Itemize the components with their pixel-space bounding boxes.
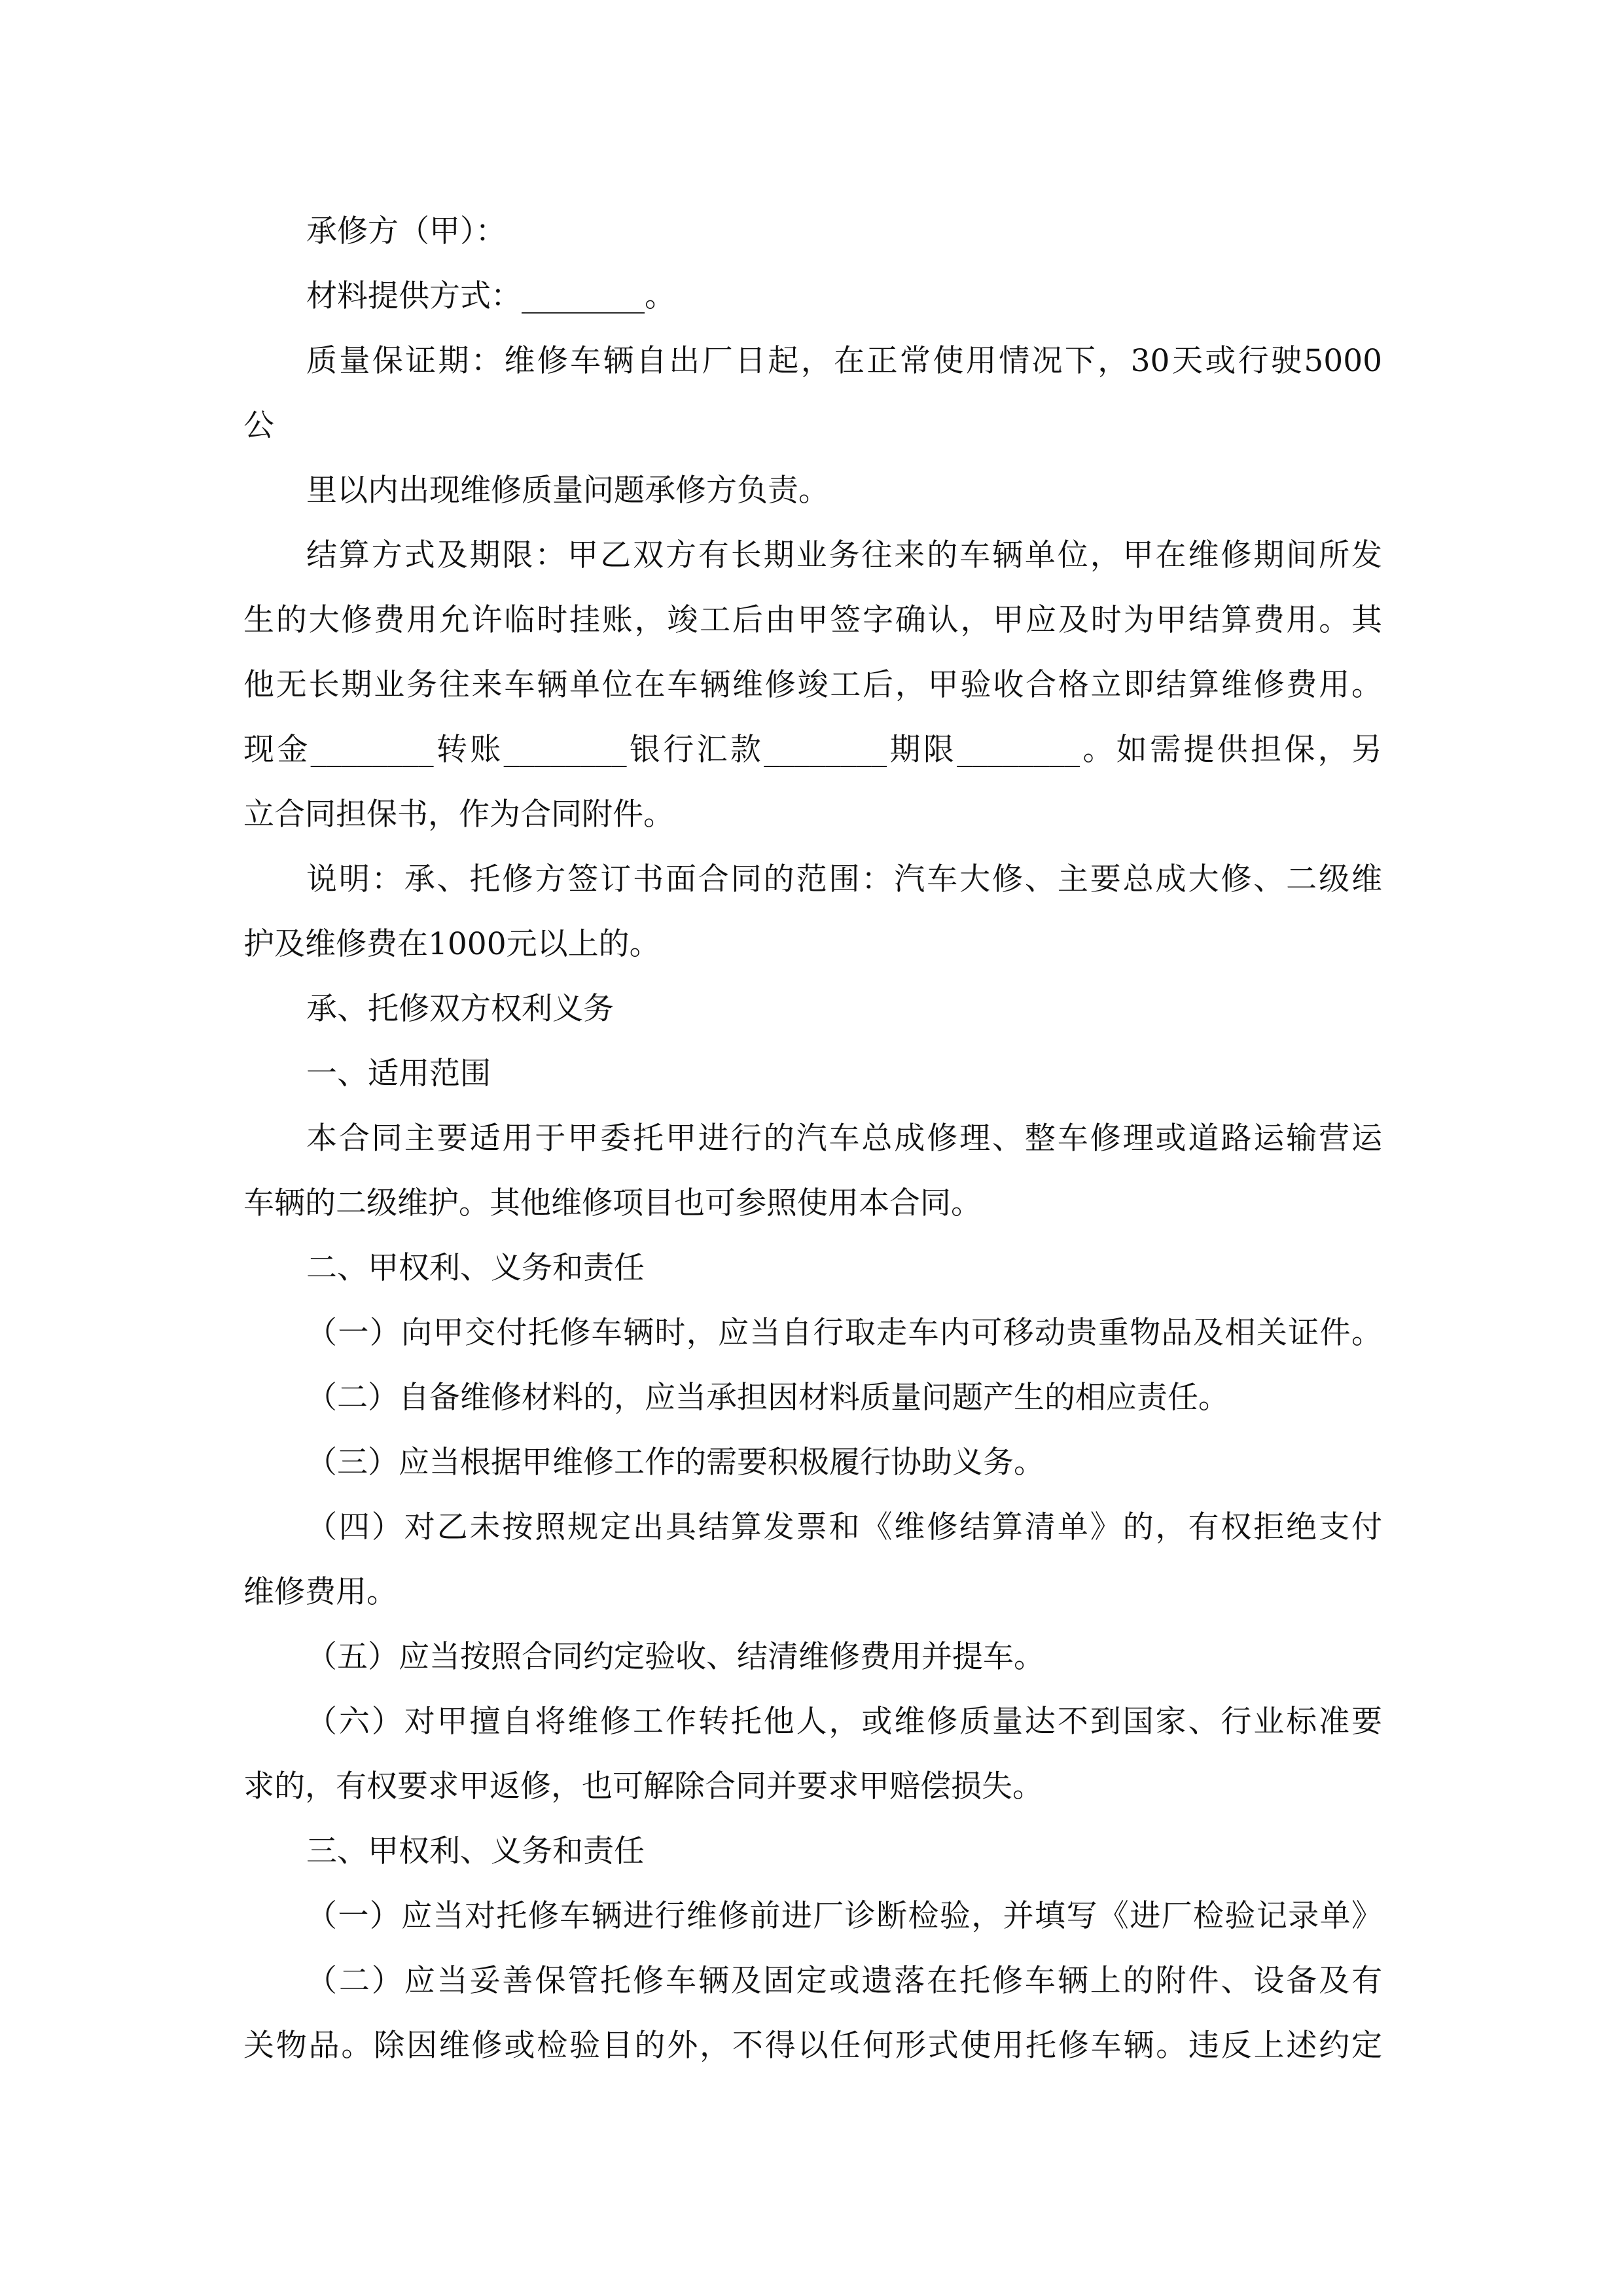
section-heading: 三、甲权利、义务和责任 — [306, 1833, 645, 1869]
payment-method-line-cont: 立合同担保书，作为合同附件。 — [243, 797, 674, 833]
payment-method-line: 现金________转账________银行汇款________期限________。如需提供担保，另 — [243, 732, 1382, 768]
settlement-line: 他无长期业务往来车辆单位在车辆维修竣工后，甲验收合格立即结算维修费用。 — [243, 667, 1382, 703]
section-heading: 一、适用范围 — [306, 1056, 491, 1092]
clause-line: （二）应当妥善保管托修车辆及固定或遗落在托修车辆上的附件、设备及有 — [306, 1963, 1382, 1999]
material-supply-line: 材料提供方式：________。 — [306, 278, 675, 314]
section-heading: 承、托修双方权利义务 — [306, 991, 614, 1027]
clause-line-cont: 求的，有权要求甲返修，也可解除合同并要求甲赔偿损失。 — [243, 1768, 1043, 1804]
clause-line-cont: 关物品。除因维修或检验目的外，不得以任何形式使用托修车辆。违反上述约定 — [243, 2028, 1382, 2064]
settlement-line: 生的大修费用允许临时挂账，竣工后由甲签字确认，甲应及时为甲结算费用。其 — [243, 602, 1382, 638]
scope-line-cont: 车辆的二级维护。其他维修项目也可参照使用本合同。 — [243, 1185, 982, 1221]
warranty-period-line: 质量保证期：维修车辆自出厂日起，在正常使用情况下，30天或行驶5000 — [306, 343, 1382, 379]
clause-line-cont: 维修费用。 — [243, 1574, 397, 1610]
section-heading: 二、甲权利、义务和责任 — [306, 1250, 645, 1286]
clause-line: （二）自备维修材料的，应当承担因材料质量问题产生的相应责任。 — [306, 1380, 1229, 1416]
scope-line: 本合同主要适用于甲委托甲进行的汽车总成修理、整车修理或道路运输营运 — [306, 1121, 1382, 1157]
clause-line: （一）向甲交付托修车辆时，应当自行取走车内可移动贵重物品及相关证件。 — [306, 1315, 1382, 1351]
clause-line: （六）对甲擅自将维修工作转托他人，或维修质量达不到国家、行业标准要 — [306, 1704, 1382, 1740]
repairer-party-line: 承修方（甲）： — [306, 213, 507, 249]
clause-line: （三）应当根据甲维修工作的需要积极履行协助义务。 — [306, 1444, 1044, 1480]
paragraph-line: 公 — [243, 408, 274, 444]
warranty-period-line-cont: 里以内出现维修质量问题承修方负责。 — [306, 473, 829, 509]
clause-line: （一）应当对托修车辆进行维修前进厂诊断检验，并填写《进厂检验记录单》 — [306, 1898, 1382, 1934]
clause-line: （五）应当按照合同约定验收、结清维修费用并提车。 — [306, 1639, 1044, 1675]
note-line-cont: 护及维修费在1000元以上的。 — [243, 926, 660, 962]
clause-line: （四）对乙未按照规定出具结算发票和《维修结算清单》的，有权拒绝支付 — [306, 1509, 1382, 1545]
settlement-line: 结算方式及期限：甲乙双方有长期业务往来的车辆单位，甲在维修期间所发 — [306, 537, 1382, 573]
note-line: 说明：承、托修方签订书面合同的范围：汽车大修、主要总成大修、二级维 — [306, 861, 1382, 897]
